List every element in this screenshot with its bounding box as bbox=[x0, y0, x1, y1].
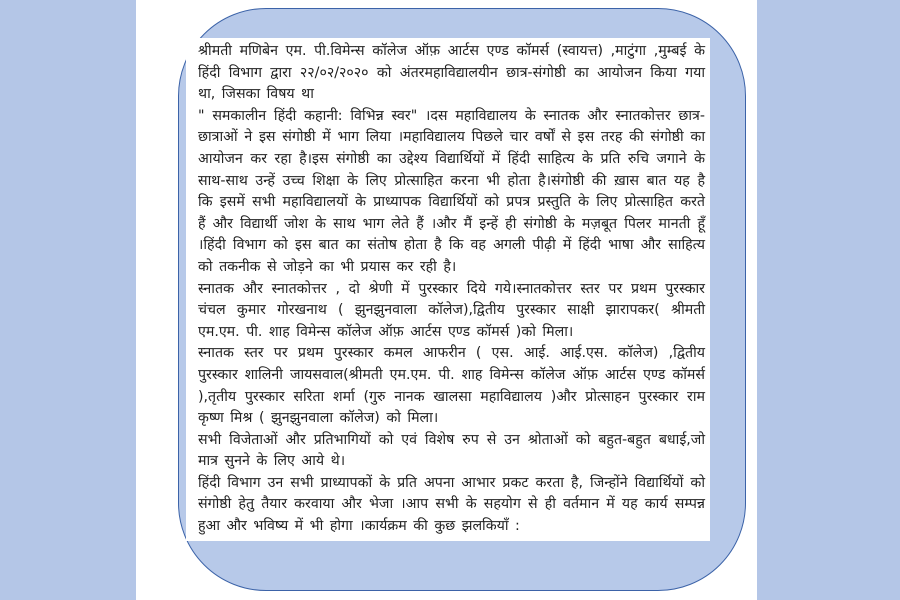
text-box bbox=[186, 38, 710, 541]
paragraph-seminar-theme: " समकालीन हिंदी कहानी: विभिन्न स्वर" ।दस महाविद्यालय के स्नातक और स्नातकोत्तर छात्र-छात्राओं ने इस संगोष्ठी में भाग लिया ।महाविद्यालय पिछले चार वर्षों से इस तरह की संगोष्ठी का आयोजन कर रहा है।इस संगोष्ठी का उद्देश्य विद्यार्थियों में हिंदी साहित्य के प्रति रुचि जगाने के साथ-साथ उन्हें उच्च शिक्षा के लिए प्रोत्साहित करना भी होता है।संगोष्ठी की ख़ास बात यह है कि इसमें सभी महाविद्यालयों के प्राध्यापक विद्यार्थियों को प्रपत्र प्रस्तुति के लिए प्रोत्साहित करते हैं और विद्यार्थी जोश के साथ भाग लेते हैं ।और मैं इन्हें ही संगोष्ठी के मज़बूत पिलर मानती हूँ ।हिंदी विभाग को इस बात का संतोष होता है कि वह अगली पीढ़ी में हिंदी भाषा और साहित्य को तकनीक से जोड़ने का भी प्रयास कर रही है। bbox=[198, 107, 705, 275]
paragraph-postgraduate-prizes: स्नातक और स्नातकोत्तर , दो श्रेणी में पुरस्कार दिये गये।स्नातकोत्तर स्तर पर प्रथम पुरस्कार चंचल कुमार गोरखनाथ ( झुनझुनवाला कॉलेज),द्वितीय पुरस्कार साक्षी झारापकर( श्रीमती एम.एम. पी. शाह विमेन्स कॉलेज ऑफ़ आर्टस एण्ड कॉमर्स )को मिला। bbox=[198, 280, 705, 340]
paragraph-gratitude: हिंदी विभाग उन सभी प्राध्यापकों के प्रति अपना आभार प्रकट करता है, जिन्होंने विद्यार्थियों को संगोष्ठी हेतु तैयार करवाया और भेजा ।आप सभी के सहयोग से ही वर्तमान में यह कार्य सम्पन्न हुआ और भविष्य में भी होगा ।कार्यक्रम की कुछ झलकियाँ : bbox=[198, 474, 705, 535]
right-background-panel bbox=[757, 0, 900, 600]
paragraph-intro: श्रीमती मणिबेन एम. पी.विमेन्स कॉलेज ऑफ़ आर्टस एण्ड कॉमर्स (स्वायत्त) ,माटुंगा ,मुम्बई के हिंदी विभाग द्वारा २२/०२/२०२० को अंतरमहाविद्यालयीन छात्र-संगोष्ठी का आयोजन किया गया था, जिसका विषय था bbox=[198, 43, 705, 103]
paragraph-undergraduate-prizes: स्नातक स्तर पर प्रथम पुरस्कार कमल आफरीन ( एस. आई. आई.एस. कॉलेज) ,द्वितीय पुरस्कार शालिनी जायसवाल(श्रीमती एम.एम. पी. शाह विमेन्स कॉलेज ऑफ़ आर्टस एण्ड कॉमर्स ),तृतीय पुरस्कार सरिता शर्मा (गुरु नानक खालसा महाविद्यालय )और प्रोत्साहन पुरस्कार राम कृष्ण मिश्र ( झुनझुनवाला कॉलेज) को मिला। bbox=[198, 345, 705, 427]
left-background-panel bbox=[0, 0, 136, 600]
paragraph-congratulations: सभी विजेताओं और प्रतिभागियों को एवं विशेष रुप से उन श्रोताओं को बहुत-बहुत बधाई,जो मात्र सुनने के लिए आये थे। bbox=[198, 431, 705, 470]
